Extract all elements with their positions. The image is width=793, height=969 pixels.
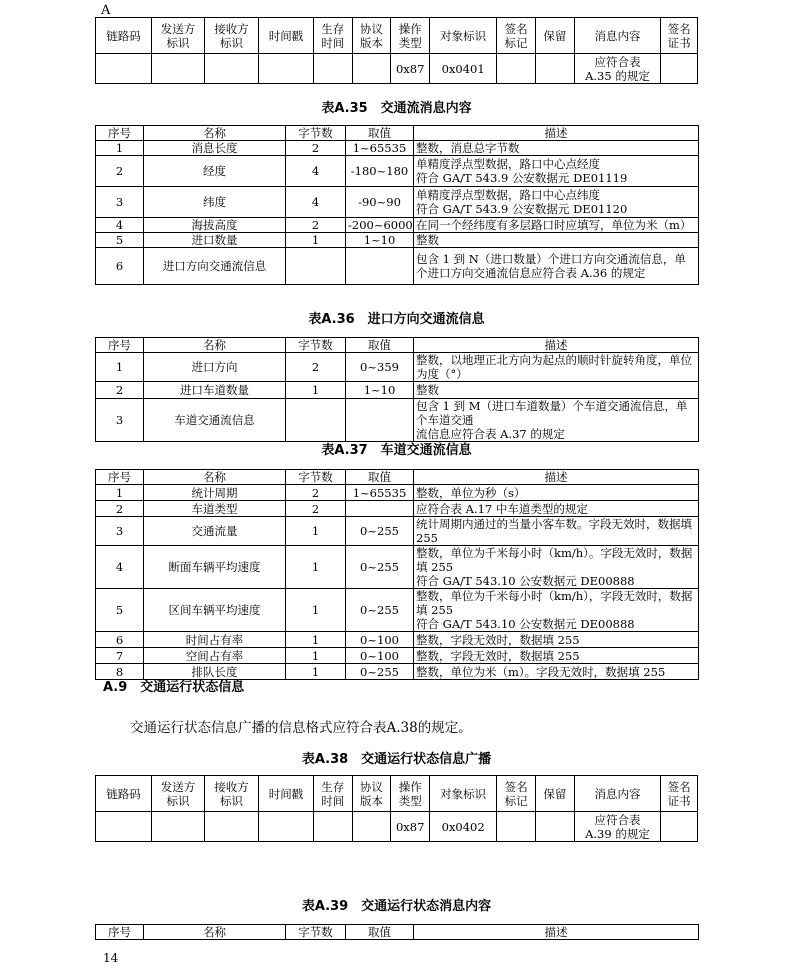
table-cell: 在同一个经纬度有多层路口时应填写，单位为米（m） xyxy=(414,218,699,233)
table-cell: 名称 xyxy=(144,126,286,141)
table-header-row xyxy=(96,338,699,353)
table-cell: 统计周期 xyxy=(144,485,286,501)
table-cell xyxy=(258,54,313,84)
table-cell: 断面车辆平均速度 xyxy=(144,546,286,589)
table-cell: 进口车道数量 xyxy=(144,382,286,399)
table-cell xyxy=(96,812,152,842)
table-cell xyxy=(204,812,258,842)
table-row xyxy=(96,632,699,648)
table-cell: 发送方 标识 xyxy=(152,776,205,812)
table-cell: 1 xyxy=(286,517,346,546)
table-cell: 2 xyxy=(96,501,144,517)
table-cell: 1 xyxy=(286,632,346,648)
table-cell: 取值 xyxy=(346,338,414,353)
table-cell: 接收方 标识 xyxy=(204,776,258,812)
table-cell: 1 xyxy=(96,353,144,382)
table-cell: 1 xyxy=(286,382,346,399)
table-cell: 排队长度 xyxy=(144,664,286,680)
table-cell: 海拔高度 xyxy=(144,218,286,233)
table-cell: 取值 xyxy=(346,126,414,141)
table-row xyxy=(96,648,699,664)
table-cell xyxy=(152,54,205,84)
caption-a37: 表A.37 车道交通流信息 xyxy=(321,443,472,458)
table-cell: 对象标识 xyxy=(430,18,497,54)
table-cell: 3 xyxy=(96,187,144,218)
table-cell xyxy=(535,54,574,84)
table-a37 xyxy=(95,469,699,680)
table-row xyxy=(96,546,699,589)
table-cell: 0x0402 xyxy=(430,812,497,842)
table-cell: 时间戳 xyxy=(258,18,313,54)
table-cell: 0x0401 xyxy=(430,54,497,84)
table-row xyxy=(96,485,699,501)
table-row xyxy=(96,517,699,546)
table-cell: 消息内容 xyxy=(574,776,661,812)
table-cell: 纬度 xyxy=(144,187,286,218)
table-cell: 保留 xyxy=(535,18,574,54)
appendix-mark: A xyxy=(101,3,111,18)
table-cell: 序号 xyxy=(96,925,144,940)
table-cell xyxy=(661,54,698,84)
table-cell: 2 xyxy=(286,501,346,517)
table-a35 xyxy=(95,125,699,285)
table-cell: 1 xyxy=(96,485,144,501)
table-cell xyxy=(346,248,414,285)
table-cell: 车道交通流信息 xyxy=(144,399,286,442)
table-cell: 字节数 xyxy=(286,470,346,485)
table-row xyxy=(96,589,699,632)
table-cell: 描述 xyxy=(414,925,699,940)
table-row xyxy=(96,156,699,187)
table-cell: 0~100 xyxy=(346,632,414,648)
table-cell xyxy=(352,812,391,842)
caption-a36: 表A.36 进口方向交通流信息 xyxy=(308,312,485,327)
table-cell: 2 xyxy=(96,156,144,187)
table-cell: 进口方向交通流信息 xyxy=(144,248,286,285)
table-row xyxy=(96,501,699,517)
table-cell: 取值 xyxy=(346,470,414,485)
table-row xyxy=(96,353,699,382)
table-cell: 描述 xyxy=(414,338,699,353)
table-cell: 操作 类型 xyxy=(391,776,430,812)
table-cell: 整数 xyxy=(414,382,699,399)
table-cell: 整数，以地理正北方向为起点的顺时针旋转角度，单位为度（°） xyxy=(414,353,699,382)
table-cell xyxy=(497,812,536,842)
table-cell: 整数，单位为千米每小时（km/h）。字段无效时，数据填 255 符合 GA/T 543.10 公安数据元 DE00888 xyxy=(414,546,699,589)
table-cell xyxy=(661,812,698,842)
table-cell: 整数，单位为米（m）。字段无效时，数据填 255 xyxy=(414,664,699,680)
table-cell: 进口方向 xyxy=(144,353,286,382)
table-row xyxy=(96,248,699,285)
table-cell: 6 xyxy=(96,248,144,285)
table-cell: 描述 xyxy=(414,126,699,141)
table-cell: 时间占有率 xyxy=(144,632,286,648)
table-cell: 1 xyxy=(286,589,346,632)
table-cell: 包含 1 到 M（进口车道数量）个车道交通流信息，单个车道交通 流信息应符合表 A.37 的规定 xyxy=(414,399,699,442)
caption-a39: 表A.39 交通运行状态消息内容 xyxy=(301,899,492,914)
table-cell: 序号 xyxy=(96,338,144,353)
table-header-row xyxy=(96,925,699,940)
table-cell: 5 xyxy=(96,233,144,248)
table-cell: 车道类型 xyxy=(144,501,286,517)
table-cell xyxy=(96,54,152,84)
table-cell: 1 xyxy=(286,648,346,664)
table-cell: 0~100 xyxy=(346,648,414,664)
table-cell: 4 xyxy=(286,187,346,218)
table-cell: 3 xyxy=(96,517,144,546)
page-number: 14 xyxy=(103,951,119,965)
table-a39 xyxy=(95,924,699,940)
table-cell: 序号 xyxy=(96,470,144,485)
table-cell: 进口数量 xyxy=(144,233,286,248)
table-header-row xyxy=(96,126,699,141)
table-cell: 7 xyxy=(96,648,144,664)
table-cell: 5 xyxy=(96,589,144,632)
table-cell: 名称 xyxy=(144,470,286,485)
table-cell: 1~10 xyxy=(346,382,414,399)
table-cell: 整数 xyxy=(414,233,699,248)
table-cell xyxy=(535,812,574,842)
table-cell: 2 xyxy=(286,141,346,156)
section-heading: A.9 交通运行状态信息 xyxy=(103,680,245,695)
table-cell: 0x87 xyxy=(391,812,430,842)
table-cell: 保留 xyxy=(535,776,574,812)
table-cell: 整数，字段无效时，数据填 255 xyxy=(414,632,699,648)
table-header-row xyxy=(96,470,699,485)
table-row xyxy=(96,399,699,442)
table-cell: 0~255 xyxy=(346,589,414,632)
table-cell: 字节数 xyxy=(286,126,346,141)
table-cell: 生存 时间 xyxy=(313,18,352,54)
table-cell: 1~10 xyxy=(346,233,414,248)
table-cell: 应符合表 A.35 的规定 xyxy=(574,54,661,84)
table-cell: 字节数 xyxy=(286,925,346,940)
table-cell: 名称 xyxy=(144,925,286,940)
table-cell: 0~255 xyxy=(346,517,414,546)
table-cell: 4 xyxy=(96,218,144,233)
table-cell: 整数，单位为千米每小时（km/h），字段无效时，数据填 255 符合 GA/T 543.10 公安数据元 DE00888 xyxy=(414,589,699,632)
table-cell: 描述 xyxy=(414,470,699,485)
table-cell xyxy=(286,248,346,285)
table-cell: 2 xyxy=(286,353,346,382)
table-cell xyxy=(286,399,346,442)
table-cell: 取值 xyxy=(346,925,414,940)
table-row xyxy=(96,141,699,156)
table-row xyxy=(96,233,699,248)
table-cell: 1 xyxy=(286,664,346,680)
table-cell: 1~65535 xyxy=(346,485,414,501)
table-cell xyxy=(313,812,352,842)
table-cell: 1 xyxy=(96,141,144,156)
table-cell: 消息内容 xyxy=(574,18,661,54)
table-cell: 名称 xyxy=(144,338,286,353)
table-cell: 0~255 xyxy=(346,664,414,680)
table-cell: 1~65535 xyxy=(346,141,414,156)
table-cell: 协议 版本 xyxy=(352,18,391,54)
table-cell xyxy=(497,54,536,84)
table-cell: 单精度浮点型数据，路口中心点经度 符合 GA/T 543.9 公安数据元 DE01119 xyxy=(414,156,699,187)
table-row xyxy=(96,187,699,218)
table-cell: 整数，单位为秒（s） xyxy=(414,485,699,501)
table-cell xyxy=(204,54,258,84)
table-cell: 区间车辆平均速度 xyxy=(144,589,286,632)
table-cell: 2 xyxy=(96,382,144,399)
table-a36 xyxy=(95,337,699,442)
table-cell: 0x87 xyxy=(391,54,430,84)
table-cell xyxy=(346,501,414,517)
table-cell: 序号 xyxy=(96,126,144,141)
table-cell: 0~359 xyxy=(346,353,414,382)
table-cell: 操作 类型 xyxy=(391,18,430,54)
table-cell: 签名 标记 xyxy=(497,776,536,812)
table-cell: 时间戳 xyxy=(258,776,313,812)
caption-a38: 表A.38 交通运行状态信息广播 xyxy=(301,752,492,767)
table-cell: 应符合表 A.39 的规定 xyxy=(574,812,661,842)
table-cell: 链路码 xyxy=(96,776,152,812)
message-table-a34 xyxy=(95,17,698,84)
table-cell: 整数，消息总字节数 xyxy=(414,141,699,156)
table-cell xyxy=(352,54,391,84)
table-cell: 签名 证书 xyxy=(661,18,698,54)
table-row xyxy=(96,54,698,84)
table-cell xyxy=(346,399,414,442)
table-row xyxy=(96,812,698,842)
table-cell: -180~180 xyxy=(346,156,414,187)
caption-a35: 表A.35 交通流消息内容 xyxy=(321,101,472,116)
message-table-a38 xyxy=(95,775,698,842)
table-cell: 4 xyxy=(286,156,346,187)
table-cell: 0~255 xyxy=(346,546,414,589)
table-cell: 消息长度 xyxy=(144,141,286,156)
table-header-row xyxy=(96,18,698,54)
table-cell: 签名 证书 xyxy=(661,776,698,812)
table-cell: 6 xyxy=(96,632,144,648)
section-paragraph: 交通运行状态信息广播的信息格式应符合表A.38的规定。 xyxy=(130,720,472,736)
table-cell: 整数，字段无效时，数据填 255 xyxy=(414,648,699,664)
table-cell: 链路码 xyxy=(96,18,152,54)
table-cell: -200~6000 xyxy=(346,218,414,233)
table-cell xyxy=(313,54,352,84)
table-cell: 1 xyxy=(286,546,346,589)
table-cell: 经度 xyxy=(144,156,286,187)
table-cell: 应符合表 A.17 中车道类型的规定 xyxy=(414,501,699,517)
table-cell: -90~90 xyxy=(346,187,414,218)
table-cell: 包含 1 到 N（进口数量）个进口方向交通流信息，单 个进口方向交通流信息应符合表 A.36 的规定 xyxy=(414,248,699,285)
table-cell: 交通流量 xyxy=(144,517,286,546)
table-cell: 2 xyxy=(286,485,346,501)
table-cell: 1 xyxy=(286,233,346,248)
table-cell: 单精度浮点型数据，路口中心点纬度 符合 GA/T 543.9 公安数据元 DE01120 xyxy=(414,187,699,218)
table-cell: 协议 版本 xyxy=(352,776,391,812)
table-cell: 空间占有率 xyxy=(144,648,286,664)
table-cell: 签名 标记 xyxy=(497,18,536,54)
table-header-row xyxy=(96,776,698,812)
table-cell xyxy=(258,812,313,842)
table-cell: 发送方 标识 xyxy=(152,18,205,54)
table-cell: 生存 时间 xyxy=(313,776,352,812)
table-cell: 对象标识 xyxy=(430,776,497,812)
table-cell: 接收方 标识 xyxy=(204,18,258,54)
table-cell: 4 xyxy=(96,546,144,589)
table-cell: 3 xyxy=(96,399,144,442)
table-cell: 8 xyxy=(96,664,144,680)
table-row xyxy=(96,218,699,233)
table-cell xyxy=(152,812,205,842)
table-row xyxy=(96,382,699,399)
table-cell: 字节数 xyxy=(286,338,346,353)
table-cell: 统计周期内通过的当量小客车数。字段无效时，数据填 255 xyxy=(414,517,699,546)
table-cell: 2 xyxy=(286,218,346,233)
